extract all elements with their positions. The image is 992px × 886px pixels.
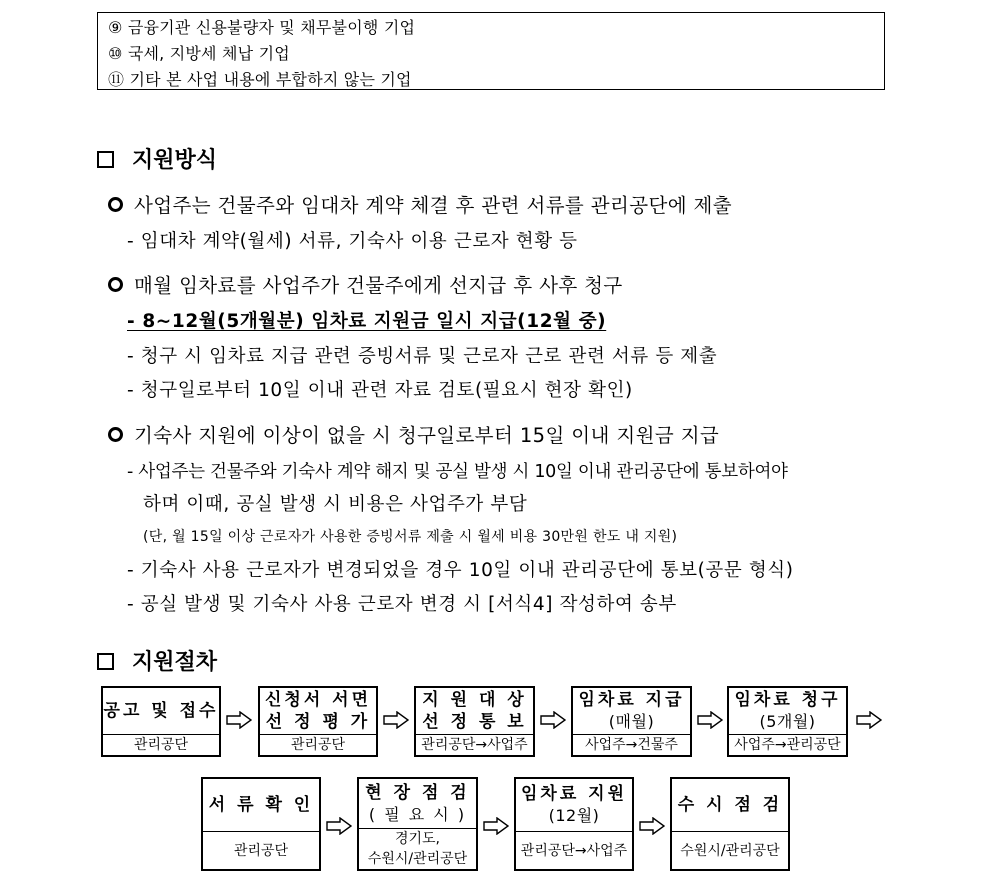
flow-step-title: 선 정 평 가 <box>265 712 371 732</box>
flow-step-document-check <box>201 777 321 871</box>
exclusion-item: ⑨ 금융기관 신용불량자 및 채무불이행 기업 <box>108 18 416 37</box>
flow-step-title: 현 장 점 검 <box>365 782 470 803</box>
exclusion-item: ⑪ 기타 본 사업 내용에 부합하지 않는 기업 <box>108 70 412 89</box>
circle-bullet-icon <box>108 277 123 292</box>
bullet-item <box>108 190 732 218</box>
flow-step-title-area <box>729 688 846 735</box>
flow-step-actor: 사업주→건물주 <box>585 737 678 753</box>
flow-step-rent-claim <box>727 686 848 757</box>
flow-arrow-icon <box>326 817 352 835</box>
section-title: 지원절차 <box>132 650 218 675</box>
flow-step-document-review <box>258 686 378 757</box>
flow-arrow-icon <box>226 711 252 729</box>
section-heading-support-method <box>97 143 217 174</box>
circle-bullet-icon <box>108 427 123 442</box>
bullet-text: 사업주는 건물주와 임대차 계약 체결 후 관련 서류를 관리공단에 제출 <box>134 194 733 217</box>
sub-item: - 청구일로부터 10일 이내 관련 자료 검토(필요시 현장 확인) <box>127 380 633 401</box>
flow-step-title-area <box>260 688 376 735</box>
exclusion-item: ⑩ 국세, 지방세 체납 기업 <box>108 44 290 63</box>
flow-step-selection-notice <box>414 686 535 757</box>
flow-step-subtitle: (매월) <box>608 712 655 731</box>
bullet-item <box>108 420 719 448</box>
flow-step-title: 임차료 지원 <box>520 784 628 804</box>
flow-step-title-area <box>516 779 632 832</box>
flow-step-actor: 관리공단→사업주 <box>520 842 628 859</box>
checkbox-square-icon <box>97 653 114 670</box>
flow-step-subtitle: (12월) <box>548 806 600 825</box>
flow-step-title: 임차료 지급 <box>578 690 685 710</box>
flow-step-title: 임차료 청구 <box>734 690 841 710</box>
flow-step-actor: 사업주→관리공단 <box>734 737 841 753</box>
flow-step-title-area <box>416 688 533 735</box>
sub-item: - 청구 시 임차료 지급 관련 증빙서류 및 근로자 근로 관련 서류 등 제출 <box>127 346 718 367</box>
exclusion-box <box>97 12 885 90</box>
flow-arrow-icon <box>856 711 882 729</box>
bullet-text: 기숙사 지원에 이상이 없을 시 청구일로부터 15일 이내 지원금 지급 <box>134 424 720 447</box>
flow-step-random-inspection <box>670 777 790 871</box>
flow-step-actor: 관리공단 <box>233 842 289 859</box>
sub-item-continued: 하며 이때, 공실 발생 시 비용은 사업주가 부담 <box>143 494 528 515</box>
flow-step-subtitle: (5개월) <box>759 712 816 731</box>
flow-step-title-area <box>203 779 319 832</box>
flow-step-title: 지 원 대 상 <box>422 690 527 710</box>
section-title: 지원방식 <box>132 148 218 173</box>
flow-step-actor: 경기도, 수원시/관리공단 <box>367 831 468 867</box>
flow-step-subtitle: ( 필 요 시 ) <box>368 804 467 824</box>
flow-step-title-area <box>103 688 219 735</box>
bullet-text: 매월 임차료를 사업주가 건물주에게 선지급 후 사후 청구 <box>134 274 623 297</box>
flow-arrow-icon <box>483 817 509 835</box>
sub-item: - 공실 발생 및 기숙사 사용 근로자 변경 시 [서식4] 작성하여 송부 <box>127 594 677 615</box>
flow-step-title: 수 시 점 검 <box>677 795 783 815</box>
flow-step-actor: 관리공단 <box>133 737 189 753</box>
flow-step-title: 신청서 서면 <box>264 690 372 710</box>
sub-item: - 기숙사 사용 근로자가 변경되었을 경우 10일 이내 관리공단에 통보(공문 형식) <box>127 560 794 581</box>
flow-step-announcement <box>101 686 221 757</box>
flow-arrow-icon <box>383 711 409 729</box>
bullet-item <box>108 270 623 298</box>
flow-step-rent-payment <box>571 686 692 757</box>
flow-arrow-icon <box>639 817 665 835</box>
sub-item-emphasis: - 8~12월(5개월분) 임차료 지원금 일시 지급(12월 중) <box>127 311 607 332</box>
flow-step-title: 선 정 통 보 <box>422 712 527 732</box>
flow-step-title-area <box>672 779 788 832</box>
flow-step-actor: 관리공단 <box>290 737 346 753</box>
section-heading-procedure <box>97 645 217 676</box>
sub-item: - 사업주는 건물주와 기숙사 계약 해지 및 공실 발생 시 10일 이내 관리공단에 통보하여야 <box>127 462 788 482</box>
sub-item-note: (단, 월 15일 이상 근로자가 사용한 증빙서류 제출 시 월세 비용 30만원 한도 내 지원) <box>143 529 678 545</box>
flow-arrow-icon <box>697 711 723 729</box>
checkbox-square-icon <box>97 151 114 168</box>
flow-arrow-icon <box>540 711 566 729</box>
circle-bullet-icon <box>108 197 123 212</box>
sub-item: - 임대차 계약(월세) 서류, 기숙사 이용 근로자 현황 등 <box>127 231 578 252</box>
flow-step-title: 공고 및 접수 <box>103 701 219 721</box>
flow-step-actor: 수원시/관리공단 <box>680 842 780 859</box>
flow-step-rent-support <box>514 777 634 871</box>
flow-step-title: 서 류 확 인 <box>208 795 314 815</box>
flow-step-actor: 관리공단→사업주 <box>421 737 528 753</box>
flow-step-title-area <box>359 779 476 829</box>
flow-step-title-area <box>573 688 690 735</box>
flow-step-site-inspection <box>357 777 478 871</box>
